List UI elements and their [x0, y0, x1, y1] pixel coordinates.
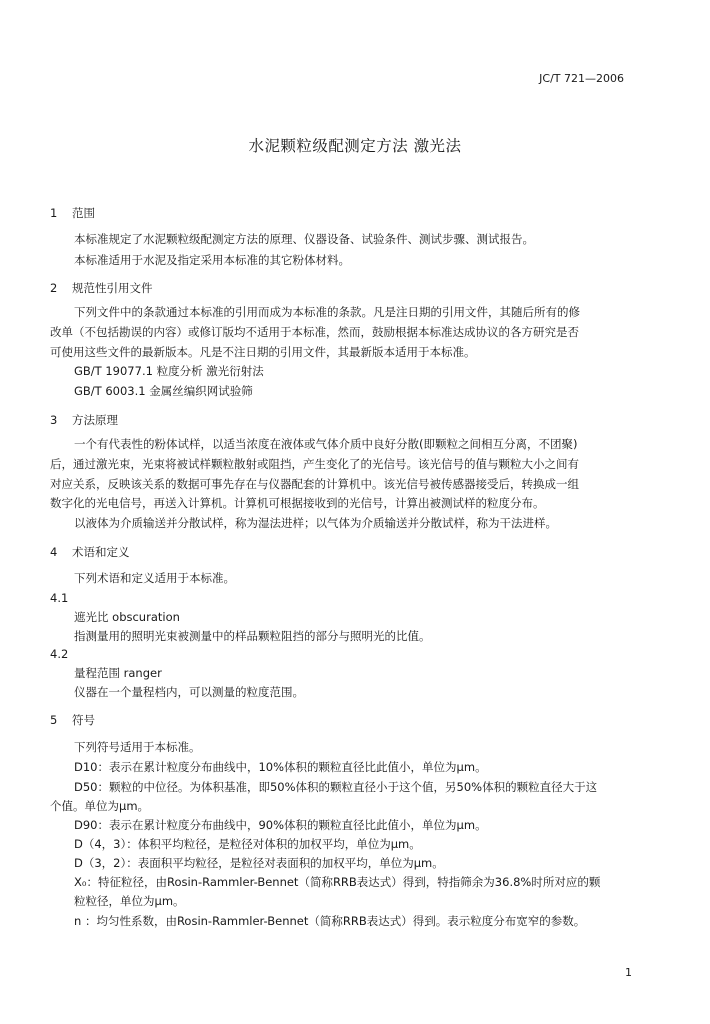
symbol-definition: X₀：特征粒径，由Rosin-Rammler-Bennet（简称RRB表达式）得到，特指筛余为36.8%时所对应的颗	[74, 875, 601, 889]
symbol-definition: D（4，3）：体积平均粒径，是粒径对体积的加权平均，单位为μm。	[74, 837, 421, 851]
section-number: 3	[50, 413, 58, 427]
symbol-definition-continued: 粒粒径，单位为μm。	[74, 894, 185, 908]
paragraph-line: 对应关系，反映该关系的数据可事先存在与仪器配套的计算机中。该光信号被传感器接受后，转换成一组	[50, 477, 579, 491]
section-number: 2	[50, 281, 58, 295]
term: 遮光比 obscuration	[74, 610, 180, 624]
section-number: 4	[50, 545, 58, 559]
term-definition: 指测量用的照明光束被测量中的样品颗粒阻挡的部分与照明光的比值。	[74, 629, 431, 643]
term-definition: 仪器在一个量程档内，可以测量的粒度范围。	[74, 685, 304, 699]
section-number: 5	[50, 713, 58, 727]
paragraph-line: 下列文件中的条款通过本标准的引用而成为本标准的条款。凡是注日期的引用文件，其随后所有的修	[74, 305, 580, 319]
symbol-definition: D（3，2）：表面积平均粒径，是粒径对表面积的加权平均，单位为μm。	[74, 856, 444, 870]
paragraph-line: 以液体为介质输送并分散试样，称为湿法进样；以气体为介质输送并分散试样，称为干法进样。	[74, 516, 557, 530]
symbol-definition: D50：颗粒的中位径。为体积基准，即50%体积的颗粒直径小于这个值，另50%体积的颗粒直径大于这	[74, 780, 598, 794]
section-1-heading	[50, 205, 95, 221]
symbol-definition-continued: 个值。单位为μm。	[50, 799, 150, 813]
symbol-definition: n ：均匀性系数，由Rosin-Rammler-Bennet（简称RRB表达式）得到。表示粒度分布宽窄的参数。	[74, 914, 586, 928]
section-title: 术语和定义	[72, 545, 130, 559]
page-number: 1	[625, 966, 632, 979]
section-3-heading	[50, 412, 118, 428]
symbol-definition: D10：表示在累计粒度分布曲线中，10%体积的颗粒直径比此值小，单位为μm。	[74, 760, 487, 774]
section-number: 1	[50, 206, 58, 220]
section-title: 方法原理	[72, 413, 118, 427]
reference-item: GB/T 6003.1 金属丝编织网试验筛	[74, 384, 253, 398]
paragraph: 下列术语和定义适用于本标准。	[74, 571, 235, 585]
paragraph: 下列符号适用于本标准。	[74, 740, 201, 754]
paragraph-line: 一个有代表性的粉体试样，以适当浓度在液体或气体介质中良好分散(即颗粒之间相互分离，不团聚)	[74, 437, 578, 451]
document-title: 水泥颗粒级配测定方法 激光法	[248, 137, 462, 155]
paragraph-line: 改单（不包括勘误的内容）或修订版均不适用于本标准，然而，鼓励根据本标准达成协议的各方研究是否	[50, 325, 579, 339]
symbol-definition: D90：表示在累计粒度分布曲线中，90%体积的颗粒直径比此值小，单位为μm。	[74, 818, 487, 832]
clause-number: 4.2	[50, 647, 69, 661]
paragraph-line: 可使用这些文件的最新版本。凡是不注日期的引用文件，其最新版本适用于本标准。	[50, 345, 476, 359]
reference-item: GB/T 19077.1 粒度分析 激光衍射法	[74, 364, 264, 378]
paragraph: 本标准规定了水泥颗粒级配测定方法的原理、仪器设备、试验条件、测试步骤、测试报告。	[74, 232, 534, 246]
paragraph-line: 后，通过激光束，光束将被试样颗粒散射或阻挡，产生变化了的光信号。该光信号的值与颗粒大小之间有	[50, 457, 579, 471]
section-title: 符号	[72, 713, 95, 727]
paragraph-line: 数字化的光电信号，再送入计算机。计算机可根据接收到的光信号，计算出被测试样的粒度分布。	[50, 496, 545, 510]
section-title: 规范性引用文件	[72, 281, 153, 295]
section-title: 范围	[72, 206, 95, 220]
clause-number: 4.1	[50, 591, 69, 605]
standard-number: JC/T 721—2006	[539, 72, 624, 85]
section-5-heading	[50, 712, 95, 728]
paragraph: 本标准适用于水泥及指定采用本标准的其它粉体材料。	[74, 253, 350, 267]
term: 量程范围 ranger	[74, 666, 162, 680]
section-2-heading	[50, 280, 153, 296]
section-4-heading	[50, 544, 130, 560]
